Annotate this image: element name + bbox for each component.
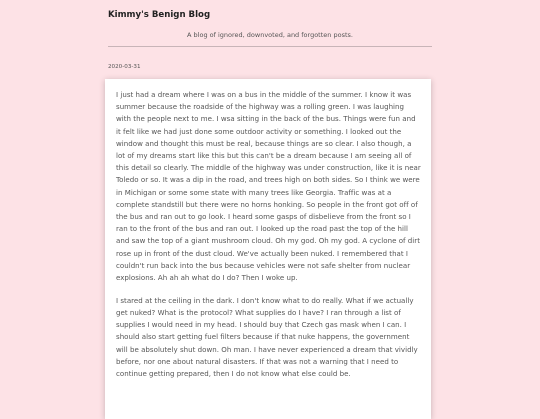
blog-tagline: A blog of ignored, downvoted, and forgotten posts. (187, 31, 353, 39)
post-paragraph: I just had a dream where I was on a bus in the middle of the summer. I know it was summer because the roadside of the highway was a rolling green. I was laughing with the people next to me. I wsa sitting in the back of the bus. Things were fun and it felt like we had just done some outdoor activity or something. I looked out the window and thought this must be real, because things are so clear. I also though, a lot of my dreams start like this but this can't be a dream because I am seeing all of this detail so clearly. The middle of the highway was under construction, like it is near Toledo or so. It was a dip in the road, and trees high on both sides. So I think we were in Michigan or some some state with many trees like Georgia. Traffic was at a complete standstill but there were no horns honking. So people in the front got off of the bus and ran out to go look. I heard some gasps of disbelieve from the front so I ran to the front of the bus and ran out. I looked up the road past the top of the hill and saw the top of a giant mushroom cloud. Oh my god. Oh my god. A cyclone of dirt rose up in front of the dust cloud. We've actually been nuked. I remembered that I couldn't run back into the bus because vehicles were not safe shelter from nuclear explosions. Ah ah ah what do I do? Then I woke up. (116, 90, 421, 283)
blog-title-link[interactable]: Kimmy's Benign Blog (108, 10, 211, 20)
post-paragraph: I stared at the ceiling in the dark. I don't know what to do really. What if we actually get nuked? What is the protocol? What supplies do I have? I ran through a list of supplies I would need in my head. I should buy that Czech gas mask when I can. I should also start getting fuel filters because if that nuke happens, the government will be absolutely shut down. Oh man. I have never experienced a dream that vividly before, nor one about natural disasters. If that was not a warning that I need to continue getting prepared, then I do not know what else could be. (116, 295, 418, 378)
post-card (105, 79, 431, 419)
post-date: 2020-03-31 (108, 64, 141, 70)
header-divider (108, 46, 432, 47)
